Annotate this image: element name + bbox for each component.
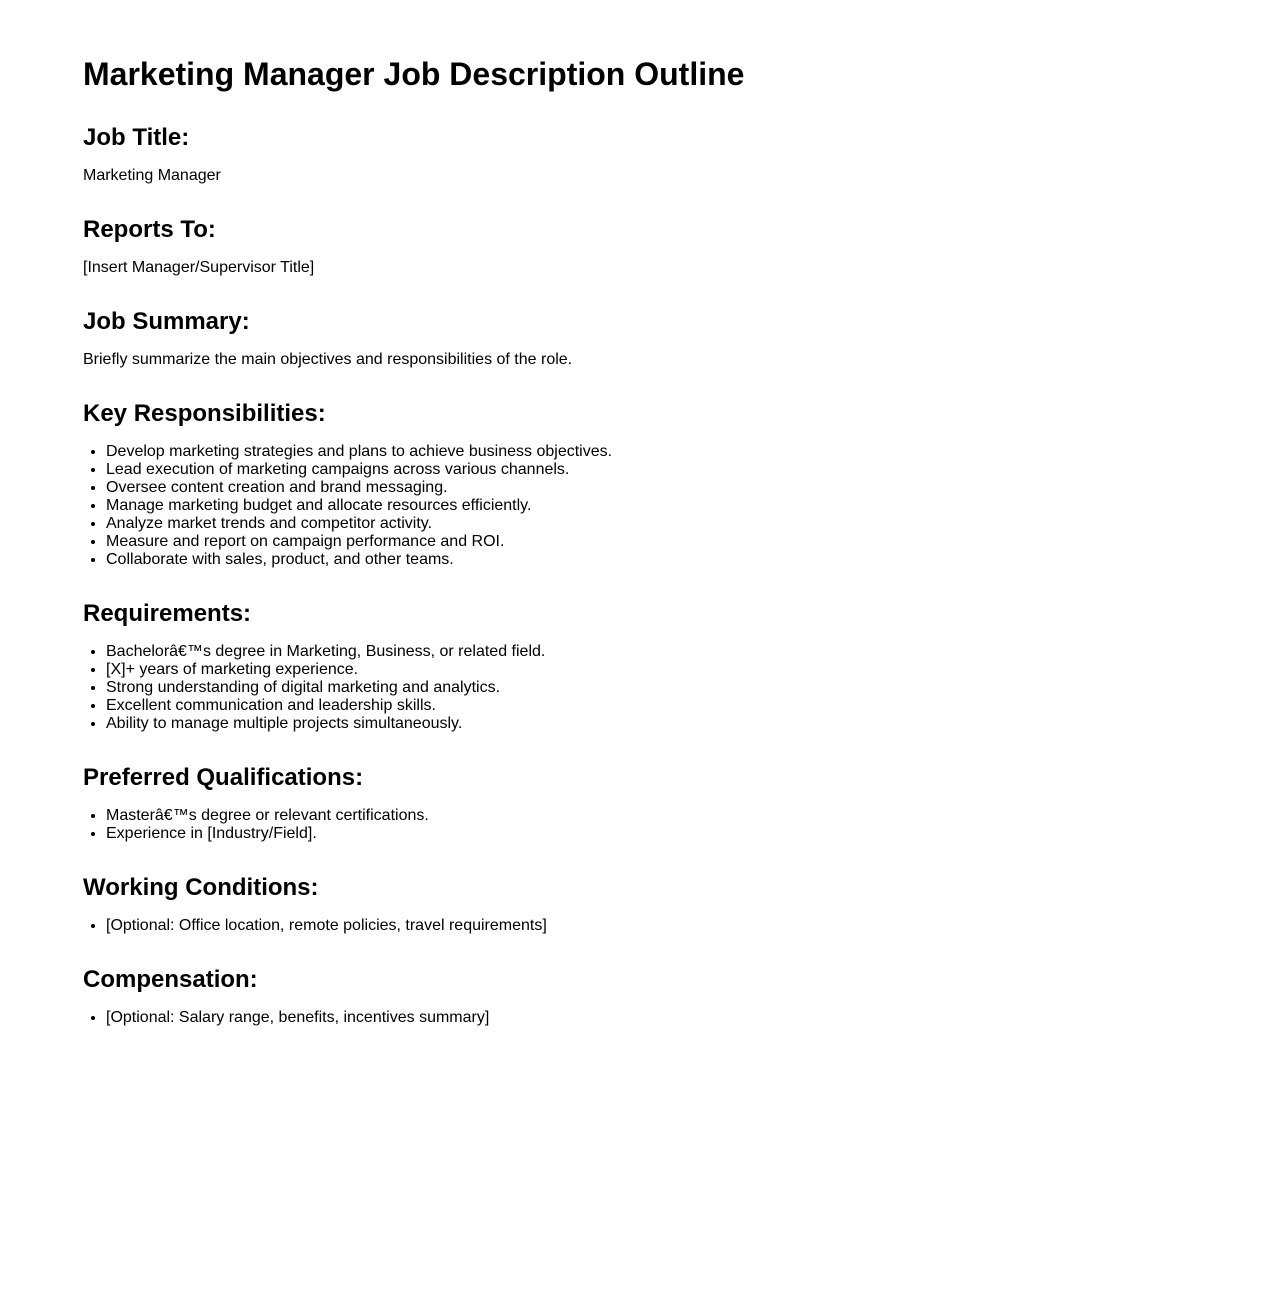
- compensation-list: [83, 1009, 1195, 1027]
- bullet-item: • Collaborate with sales, product, and other teams.: [106, 551, 1195, 569]
- key-responsibilities-list: [83, 443, 1195, 569]
- bullet-item: • Develop marketing strategies and plans to achieve business objectives.: [106, 443, 1195, 461]
- preferred-qualifications-heading: Preferred Qualifications:: [83, 764, 364, 791]
- job-summary-text: Briefly summarize the main objectives and responsibilities of the role.: [83, 351, 573, 368]
- bullet-item: • Experience in [Industry/Field].: [106, 825, 1195, 843]
- bullet-item: • Analyze market trends and competitor activity.: [106, 515, 1195, 533]
- reports-to-heading: Reports To:: [83, 216, 216, 243]
- job-title-heading: Job Title:: [83, 124, 190, 151]
- bullet-item: • [X]+ years of marketing experience.: [106, 661, 1195, 679]
- bullet-item: • Measure and report on campaign performance and ROI.: [106, 533, 1195, 551]
- bullet-item: • Bachelorâ€™s degree in Marketing, Business, or related field.: [106, 643, 1195, 661]
- bullet-item: • [Optional: Office location, remote policies, travel requirements]: [106, 917, 1195, 935]
- section-requirements: [83, 600, 1195, 733]
- section-compensation: [83, 966, 1195, 1027]
- bullet-item: • Masterâ€™s degree or relevant certifications.: [106, 807, 1195, 825]
- bullet-item: • Manage marketing budget and allocate resources efficiently.: [106, 497, 1195, 515]
- bullet-item: • Oversee content creation and brand messaging.: [106, 479, 1195, 497]
- bullet-item: • Excellent communication and leadership skills.: [106, 697, 1195, 715]
- section-working-conditions: [83, 874, 1195, 935]
- requirements-list: [83, 643, 1195, 733]
- requirements-heading: Requirements:: [83, 600, 252, 627]
- job-summary-heading: Job Summary:: [83, 308, 250, 335]
- bullet-item: • [Optional: Salary range, benefits, incentives summary]: [106, 1009, 1195, 1027]
- preferred-qualifications-list: [83, 807, 1195, 843]
- page-title: Marketing Manager Job Description Outline: [83, 56, 745, 92]
- compensation-heading: Compensation:: [83, 966, 258, 993]
- bullet-item: • Ability to manage multiple projects simultaneously.: [106, 715, 1195, 733]
- working-conditions-heading: Working Conditions:: [83, 874, 319, 901]
- section-job-title: [83, 124, 1195, 185]
- section-job-summary: [83, 308, 1195, 369]
- job-title-text: Marketing Manager: [83, 167, 221, 184]
- section-key-responsibilities: [83, 400, 1195, 569]
- key-responsibilities-heading: Key Responsibilities:: [83, 400, 326, 427]
- reports-to-text: [Insert Manager/Supervisor Title]: [83, 259, 315, 276]
- bullet-item: • Strong understanding of digital marketing and analytics.: [106, 679, 1195, 697]
- section-preferred-qualifications: [83, 764, 1195, 843]
- bullet-item: • Lead execution of marketing campaigns across various channels.: [106, 461, 1195, 479]
- section-reports-to: [83, 216, 1195, 277]
- working-conditions-list: [83, 917, 1195, 935]
